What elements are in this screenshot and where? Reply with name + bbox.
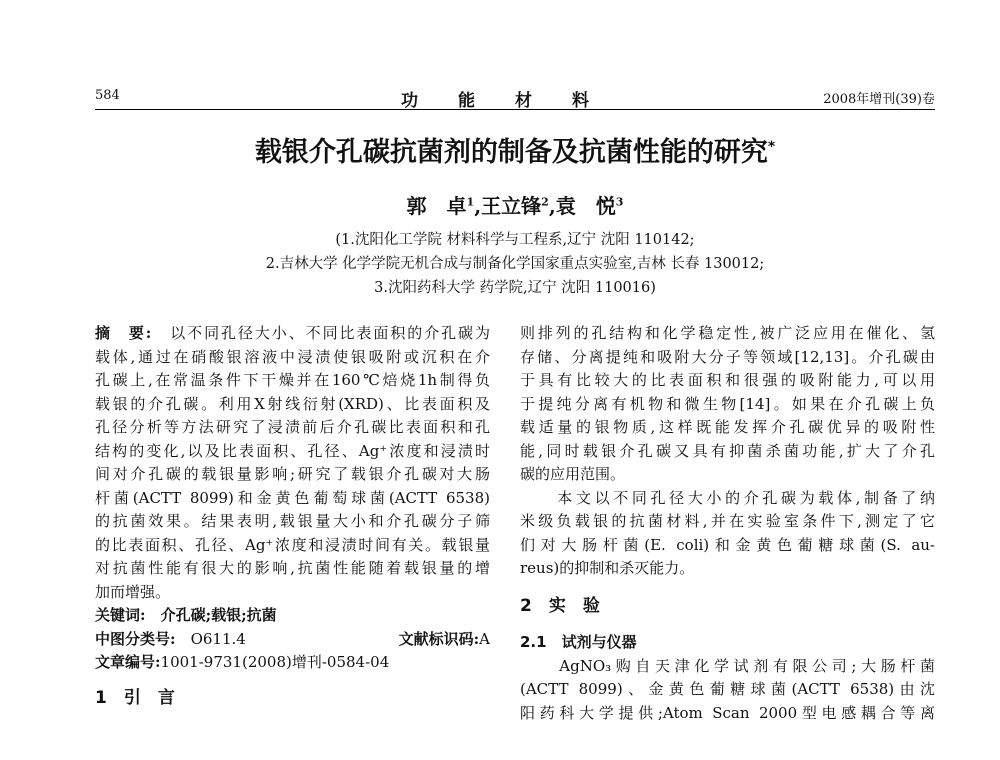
section-experiment-heading: 2 实 验 [520,595,600,616]
abstract-line: 杆菌(ACTT 8099)和金黄色葡萄球菌(ACTT 6538) [95,488,490,507]
body-line: 则排列的孔结构和化学稳定性,被广泛应用在催化、氢 [520,324,935,342]
running-header [95,86,935,111]
document-code: 文献标识码:A [398,629,490,648]
body-line: 本文以不同孔径大小的介孔碳为载体,制备了纳 [520,488,935,507]
classification-row [95,628,490,652]
author-1: 郭 卓 [406,194,467,218]
abstract-line: 加而增强。 [95,582,171,601]
affiliation-1: (1.沈阳化工学院 材料科学与工程系,辽宁 沈阳 110142; [335,232,695,248]
body-line: 阳药科大学提供;Atom Scan 2000型电感耦合等离 [520,703,935,722]
abstract-line: 的抗菌效果。结果表明,载银量大小和介孔碳分子筛 [95,512,490,530]
body-line: 于提纯分离有机物和微生物[14]。如果在介孔碳上负 [520,394,935,413]
clc-number: 中图分类号: O611.4 [95,629,246,648]
abstract-line: 摘 要: 以不同孔径大小、不同比表面积的介孔碳为 [95,324,490,342]
affiliation-3: 3.沈阳药科大学 药学院,辽宁 沈阳 110016) [374,280,656,296]
keywords: 关键词: 介孔碳;载银;抗菌 [95,606,277,624]
affiliation-2: 2.吉林大学 化学学院无机合成与制备化学国家重点实验室,吉林 长春 130012; [265,256,765,272]
author-2: 王立锋 [481,194,542,218]
body-line: reus)的抑制和杀灭能力。 [520,559,695,577]
abstract-line: 间对介孔碳的载银量影响;研究了载银介孔碳对大肠 [95,465,490,483]
page-number: 584 [95,88,120,103]
issue-info: 2008年增刊(39)卷 [823,92,935,107]
body-line: 米级负载银的抗菌材料,并在实验室条件下,测定了它 [520,512,935,530]
body-line: 能,同时载银介孔碳又具有抑菌杀菌功能,扩大了介孔 [520,441,935,460]
left-column [95,322,490,710]
body-line: 们对大肠杆菌(E. coli)和金黄色葡糖球菌(S. au- [520,535,935,554]
body-line: 存储、分离提纯和吸附大分子等领域[12,13]。介孔碳由 [520,347,935,366]
abstract-line: 孔径分析等方法研究了浸渍前后介孔碳比表面积和孔 [95,418,490,436]
abstract-label: 摘 要: [95,324,152,342]
article-number: 文章编号:1001-9731(2008)增刊-0584-04 [95,653,390,671]
body-line: AgNO₃购自天津化学试剂有限公司;大肠杆菌 [520,656,935,675]
abstract-line: 的比表面积、孔径、Ag⁺浓度和浸渍时间有关。载银量 [95,535,490,554]
header-rule [95,109,935,110]
body-line: 载适量的银物质,这样既能发挥介孔碳优异的吸附性 [520,418,935,436]
author-list: 郭 卓$^1$,王立锋$^2$,袁 悦$^3$ [406,194,624,218]
right-column [520,322,935,725]
body-line: 碳的应用范围。 [520,465,626,483]
abstract-line: 结构的变化,以及比表面积、孔径、Ag⁺浓度和浸渍时 [95,441,490,460]
abstract-line: 载银的介孔碳。利用X射线衍射(XRD)、比表面积及 [95,394,490,413]
paper-title: 载银介孔碳抗菌剂的制备及抗菌性能的研究* [254,137,776,168]
abstract-line: 载体,通过在硝酸银溶液中浸渍使银吸附或沉积在介 [95,347,490,366]
author-3: 袁 悦 [555,194,616,218]
body-line: (ACTT 8099)、金黄色葡糖球菌(ACTT 6538)由沈 [520,680,935,698]
abstract-line: 对抗菌性能有很大的影响,抗菌性能随着载银量的增 [95,559,490,577]
section-introduction-heading: 1 引 言 [95,687,175,708]
title-footnote-mark: * [767,139,776,155]
journal-name: 功能材料 [401,91,629,111]
abstract-line: 孔碳上,在常温条件下干燥并在160℃焙烧1h制得负 [95,371,490,389]
subsection-reagents-heading: 2.1 试剂与仪器 [520,632,637,651]
body-line: 于具有比较大的比表面积和很强的吸附能力,可以用 [520,371,935,389]
